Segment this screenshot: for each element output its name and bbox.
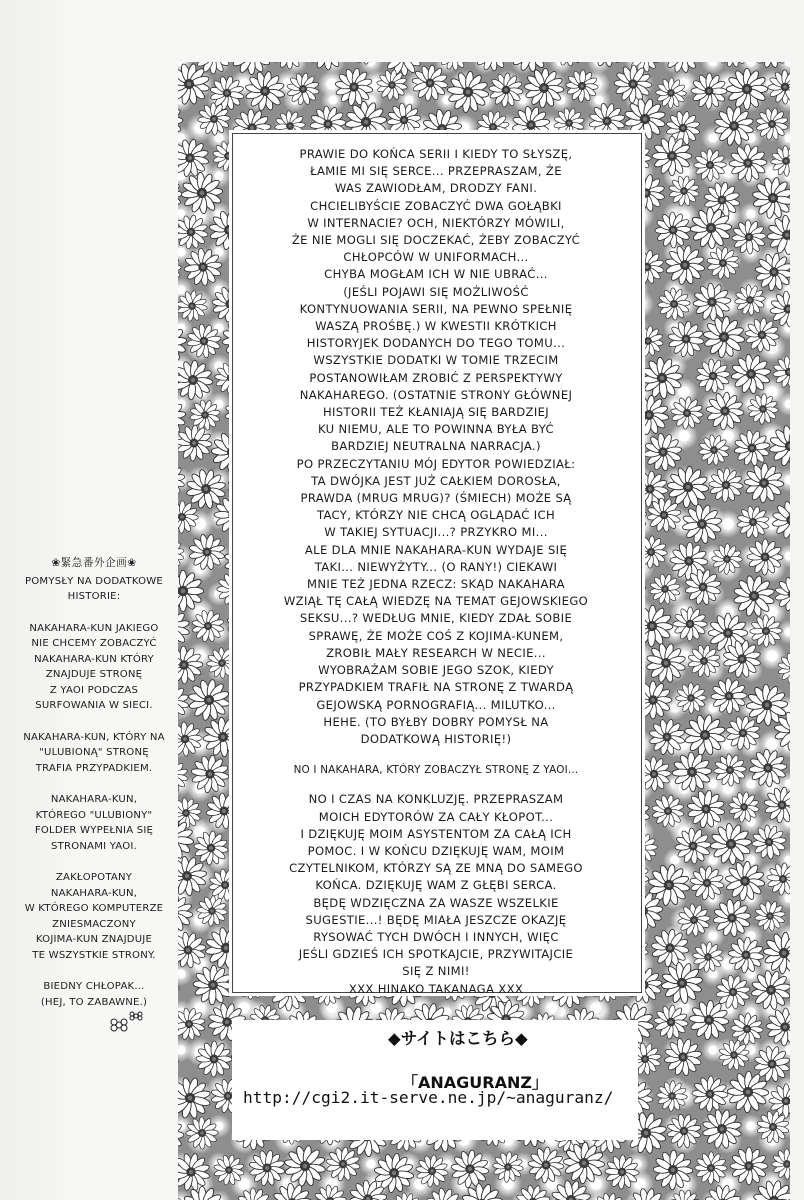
flower-pattern-icon	[661, 314, 712, 365]
letter-line: (JEŚLI POJAWI SIĘ MOŻLIWOŚĆ	[343, 284, 529, 299]
side-note-line: ZNIESMACZONY	[52, 918, 136, 930]
flower-pattern-icon	[657, 287, 692, 322]
flower-pattern-icon	[646, 1143, 700, 1197]
flower-pattern-icon	[723, 859, 768, 904]
flower-pattern-icon	[742, 388, 785, 431]
site-name: 「ANAGURANZ」	[402, 1073, 548, 1092]
flower-pattern-icon	[182, 527, 233, 578]
flower-pattern-icon	[284, 70, 322, 108]
letter-line: TAKI... NIEWYŻYTY... (O RANY!) CIEKAWI	[314, 559, 558, 574]
flower-pattern-icon	[689, 352, 737, 400]
letter-line: PRAWDA (MRUG MRUG)? (ŚMIECH) MOŻE SĄ	[300, 491, 572, 506]
flower-pattern-icon	[178, 1040, 184, 1082]
letter-line: POMOC. I W KOŃCU DZIĘKUJĘ WAM, MOIM	[307, 843, 565, 858]
letter-line: CHYBA MOGŁAM ICH W NIE UBRAĆ...	[324, 267, 548, 282]
flower-pattern-icon	[761, 784, 790, 825]
flower-pattern-icon	[708, 821, 754, 867]
letter-line: NO I NAKAHARA, KTÓRY ZOBACZYŁ STRONĘ Z YAOI...	[293, 764, 579, 777]
flower-pattern-icon	[747, 820, 790, 865]
flower-pattern-icon	[178, 969, 180, 1006]
side-note-line: Z YAOI PODCZAS	[49, 684, 139, 696]
side-note-line: ZAKŁOPOTANY	[55, 872, 133, 883]
flower-pattern-icon	[771, 573, 790, 615]
flower-pattern-icon	[279, 1140, 332, 1193]
flower-pattern-icon	[766, 1143, 790, 1185]
flower-pattern-icon	[662, 242, 708, 288]
flower-pattern-icon	[730, 499, 776, 545]
flower-pattern-icon	[410, 63, 451, 104]
flower-pattern-icon	[656, 1030, 709, 1083]
side-note-line: NAKAHARA-KUN,	[50, 887, 138, 899]
letter-line: GEJOWSKĄ PORNOGRAFIĄ... MILUTKO...	[316, 697, 556, 712]
side-note-line: TRAFIA PRZYPADKIEM.	[35, 762, 153, 774]
letter-line: HISTORYJEK DODANYCH DO TEGO TOMU...	[306, 336, 566, 351]
letter-line: KONTYNUOWANIA SERII, NA PEWNO SPEŁNIĘ	[299, 301, 573, 316]
author-letter	[236, 146, 636, 998]
letter-line: JEŚLI GDZIEŚ ICH SPOTKAJCIE, PRZYWITAJCIE	[298, 947, 574, 962]
flower-pattern-icon	[178, 679, 194, 724]
flower-pattern-icon	[483, 67, 528, 112]
side-note-line: NAKAHARA-KUN,	[50, 794, 138, 805]
flower-pattern-icon	[178, 721, 203, 758]
spacer	[10, 963, 178, 979]
flower-pattern-icon	[411, 1150, 453, 1192]
flower-pattern-icon	[449, 1148, 491, 1190]
flower-pattern-icon	[698, 1105, 747, 1154]
side-note-line: (HEJ, TO ZABAWNE.)	[40, 996, 148, 1008]
flower-pattern-icon	[389, 1191, 424, 1200]
side-note-line: NAKAHARA-KUN JAKIEGO	[29, 622, 159, 634]
flower-pattern-icon	[658, 62, 705, 78]
flower-pattern-icon	[178, 210, 213, 254]
flower-pattern-icon	[765, 140, 790, 181]
side-note-line: ZNAJDUJE STRONĘ	[45, 669, 143, 680]
flower-pattern-icon	[523, 67, 566, 110]
flower-pattern-icon	[747, 539, 784, 576]
letter-line: WYOBRAŻAM SOBIE JEGO SZOK, KIEDY	[318, 663, 554, 678]
flower-pattern-icon	[178, 1004, 209, 1045]
flower-pattern-icon	[748, 748, 789, 789]
letter-line: SPRAWĘ, ŻE MOŻE COŚ Z KOJIMA-KUNEM,	[308, 628, 564, 643]
flower-doodle-icon	[110, 1010, 144, 1036]
side-note-line: NAKAHARA-KUN KTÓRY	[34, 653, 154, 665]
flower-pattern-icon	[645, 715, 690, 760]
flower-pattern-icon	[301, 62, 354, 76]
letter-line: ŁAMIE MI SIĘ SERCE... PRZEPRASZAM, ŻE	[310, 164, 562, 179]
flower-pattern-icon	[178, 929, 209, 971]
flower-pattern-icon	[768, 497, 790, 542]
letter-line: PRZYPADKIEM TRAFIŁ NA STRONĘ Z TWARDĄ	[298, 680, 574, 695]
side-note-line: BIEDNY CHŁOPAK...	[43, 981, 145, 992]
flower-pattern-icon	[183, 747, 236, 800]
flower-pattern-icon	[178, 535, 188, 573]
flower-pattern-icon	[178, 757, 191, 795]
side-notes	[10, 556, 178, 1010]
side-note-line: NAKAHARA-KUN, KTÓRY NA	[23, 731, 165, 743]
letter-line: KOŃCA. DZIĘKUJĘ WAM Z GŁĘBI SERCA.	[315, 878, 557, 893]
flower-pattern-icon	[178, 242, 228, 292]
letter-line: CHŁOPCÓW W UNIFORMACH...	[343, 250, 529, 265]
side-note-line: KTÓREGO "ULUBIONY"	[35, 809, 153, 821]
flower-pattern-icon	[707, 893, 756, 942]
letter-line: ŻE NIE MOGLI SIĘ DOCZEKAĆ, ŻEBY ZOBACZYĆ	[291, 233, 581, 248]
flower-pattern-icon	[666, 392, 708, 434]
flower-pattern-icon	[513, 1182, 553, 1200]
flower-pattern-icon	[649, 792, 687, 830]
flower-pattern-icon	[696, 432, 731, 467]
side-note-line: KOJIMA-KUN ZNAJDUJE	[35, 934, 153, 945]
letter-line: WAS ZAWIODŁAM, DRODZY FANI.	[334, 181, 538, 196]
letter-line: KU NIEMU, ALE TO POWINNA BYŁA BYĆ	[318, 422, 554, 437]
letter-line: SEKSU...? WEDŁUG MNIE, KIEDY ZDAŁ SOBIE	[299, 611, 573, 626]
flower-pattern-icon	[638, 635, 694, 691]
side-note-line: W KTÓREGO KOMPUTERZE	[24, 903, 164, 914]
side-notes-title: ❀緊急番外企画❀	[51, 557, 137, 569]
flower-pattern-icon	[271, 1182, 314, 1200]
letter-line: W TAKIEJ SYTUACJI...? PRZYKRO MI...	[324, 525, 548, 540]
letter-line: ZROBIŁ MAŁY RESEARCH W NECIE...	[326, 645, 546, 660]
flower-pattern-icon	[522, 1141, 570, 1189]
flower-pattern-icon	[666, 465, 711, 510]
flower-pattern-icon	[771, 646, 790, 689]
site-heading: ◆サイトはこちら◆	[388, 1029, 528, 1048]
flower-pattern-icon	[695, 1152, 728, 1185]
flower-pattern-icon	[721, 930, 771, 980]
flower-pattern-icon	[271, 62, 307, 70]
letter-line: ALE DLA MNIE NAKAHARA-KUN WYDAJE SIĘ	[304, 542, 568, 557]
letter-line: MOICH EDYTORÓW ZA CAŁY KŁOPOT...	[318, 809, 554, 824]
letter-line: TA DWÓJKA JEST JUŻ CAŁKIEM DOROSŁA,	[311, 473, 561, 488]
spacer	[10, 854, 178, 870]
flower-pattern-icon	[753, 105, 790, 144]
flower-pattern-icon	[768, 70, 790, 105]
letter-line: I DZIĘKUJĘ MOIM ASYSTENTOM ZA CAŁĄ ICH	[300, 826, 572, 841]
letter-line: CHCIELIBYŚCIE ZOBACZYĆ DWA GOŁĄBKI	[310, 198, 562, 213]
letter-line: BĘDĘ WDZIĘCZNA ZA WASZE WSZELKIE	[313, 895, 559, 910]
site-url-link[interactable]: http://cgi2.it-serve.ne.jp/~anaguranz/	[243, 1088, 614, 1107]
flower-pattern-icon	[710, 102, 759, 151]
spacer	[10, 605, 178, 621]
flower-pattern-icon	[705, 672, 754, 721]
flower-pattern-icon	[195, 894, 228, 927]
flower-pattern-icon	[675, 682, 706, 713]
letter-line: SUGESTIE...! BĘDĘ MIAŁA JESZCZE OKAZJĘ	[305, 912, 567, 927]
flower-pattern-icon	[729, 571, 779, 621]
side-note-line: NIE CHCEMY ZOBACZYĆ	[31, 638, 157, 649]
flower-pattern-icon	[724, 787, 763, 826]
flower-pattern-icon	[665, 172, 703, 210]
letter-line: WZIĄŁ TĘ CAŁĄ WIEDZĘ NA TEMAT GEJOWSKIEGO	[283, 594, 589, 609]
flower-pattern-icon	[729, 352, 774, 397]
flower-pattern-icon	[729, 425, 775, 471]
flower-pattern-icon	[560, 64, 605, 109]
side-note-line: HISTORIE:	[67, 591, 121, 602]
flower-pattern-icon	[178, 1190, 184, 1200]
flower-pattern-icon	[651, 1075, 693, 1117]
flower-pattern-icon	[180, 317, 228, 365]
letter-line: TACY, KTÓRZY NIE CHCĄ OGLĄDAĆ ICH	[316, 508, 556, 523]
side-note-line: "ULUBIONĄ" STRONĘ	[39, 747, 149, 758]
flower-pattern-icon	[211, 1152, 248, 1189]
flower-pattern-icon	[598, 1148, 645, 1195]
side-note-line: STRONAMI YAOI.	[51, 840, 137, 852]
letter-line: SIĘ Z NIMI!	[402, 964, 470, 979]
flower-pattern-icon	[652, 1003, 690, 1041]
letter-line: NO I CZAS NA KONKLUZJĘ. PRZEPRASZAM	[308, 792, 564, 807]
letter-line: NAKAHAREGO. (OSTATNIE STRONY GŁÓWNEJ	[299, 387, 573, 402]
flower-pattern-icon	[687, 277, 737, 327]
flower-pattern-icon	[768, 351, 790, 393]
flower-pattern-icon	[756, 925, 790, 980]
letter-line: WASZĄ PROŚBĘ.) W KWESTII KRÓTKICH	[315, 319, 557, 334]
flower-pattern-icon	[748, 894, 790, 937]
flower-pattern-icon	[242, 1143, 293, 1194]
flower-pattern-icon	[706, 538, 747, 579]
letter-line: BARDZIEJ NEUTRALNA NARRACJA.)	[331, 439, 541, 454]
flower-pattern-icon	[178, 500, 199, 534]
spacer	[10, 776, 178, 792]
side-note-line: FOLDER WYPEŁNIA SIĘ	[34, 825, 154, 836]
letter-line: PO PRZECZYTANIU MÓJ EDYTOR POWIEDZIAŁ:	[296, 456, 576, 471]
flower-pattern-icon	[748, 967, 790, 1013]
letter-line: XXX HINAKO TAKANAGA XXX	[348, 981, 524, 996]
flower-pattern-icon	[178, 289, 209, 324]
side-note-line: TE WSZYSTKIE STRONY.	[32, 949, 156, 961]
flower-pattern-icon	[663, 1110, 704, 1151]
spacer	[10, 714, 178, 730]
flower-pattern-icon	[180, 171, 225, 216]
letter-line: POSTANOWIŁAM ZROBIĆ Z PERSPEKTYWY	[309, 370, 563, 385]
flower-pattern-icon	[186, 1117, 219, 1150]
flower-pattern-icon	[487, 1146, 530, 1189]
letter-line: DODATKOWĄ HISTORIĘ!)	[360, 731, 512, 746]
flower-pattern-icon	[309, 1180, 352, 1200]
flower-pattern-icon	[680, 710, 730, 760]
letter-line: HISTORII TEŻ KŁANIAJĄ SIĘ BARDZIEJ	[322, 405, 550, 420]
flower-pattern-icon	[684, 66, 733, 115]
flower-pattern-icon	[765, 1007, 790, 1047]
flower-pattern-icon	[178, 352, 221, 407]
flower-pattern-icon	[727, 1071, 770, 1114]
letter-line: MNIE TEŻ JEDNA RZECZ: SKĄD NAKAHARA	[307, 577, 565, 592]
side-note-line: SURFOWANIA W SIECI.	[35, 700, 153, 711]
flower-pattern-icon	[178, 563, 211, 620]
flower-pattern-icon	[178, 1149, 214, 1196]
letter-line: RYSOWAĆ TYCH DWÓCH I INNYCH, WIĘC	[313, 929, 559, 944]
flower-pattern-icon	[743, 316, 781, 354]
side-note-line: POMYSŁY NA DODATKOWE	[25, 575, 163, 587]
flower-pattern-icon	[188, 606, 228, 646]
flower-pattern-icon	[702, 461, 749, 508]
flower-pattern-icon	[178, 251, 183, 287]
flower-pattern-icon	[708, 748, 753, 793]
letter-line: W INTERNACIE? OCH, NIEKTÓRZY MÓWILI,	[307, 215, 565, 230]
letter-line: CZYTELNIKOM, KTÓRZY SĄ ZE MNĄ DO SAMEGO	[289, 861, 583, 876]
flower-pattern-icon	[685, 861, 729, 905]
flower-pattern-icon	[586, 1186, 632, 1200]
flower-pattern-icon	[704, 390, 746, 432]
flower-pattern-icon	[240, 66, 290, 116]
flower-pattern-icon	[185, 676, 234, 725]
letter-line: PRAWIE DO KOŃCA SERII I KIEDY TO SŁYSZĘ,	[299, 147, 573, 161]
flower-pattern-icon	[679, 782, 732, 835]
flower-pattern-icon	[667, 601, 713, 647]
flower-pattern-icon	[728, 143, 767, 182]
flower-pattern-icon	[760, 856, 790, 901]
letter-line: WSZYSTKIE DODATKI W TOMIE TRZECIM	[313, 353, 559, 368]
letter-line: HEHE. (TO BYŁBY DOBRY POMYSŁ NA	[323, 714, 549, 729]
